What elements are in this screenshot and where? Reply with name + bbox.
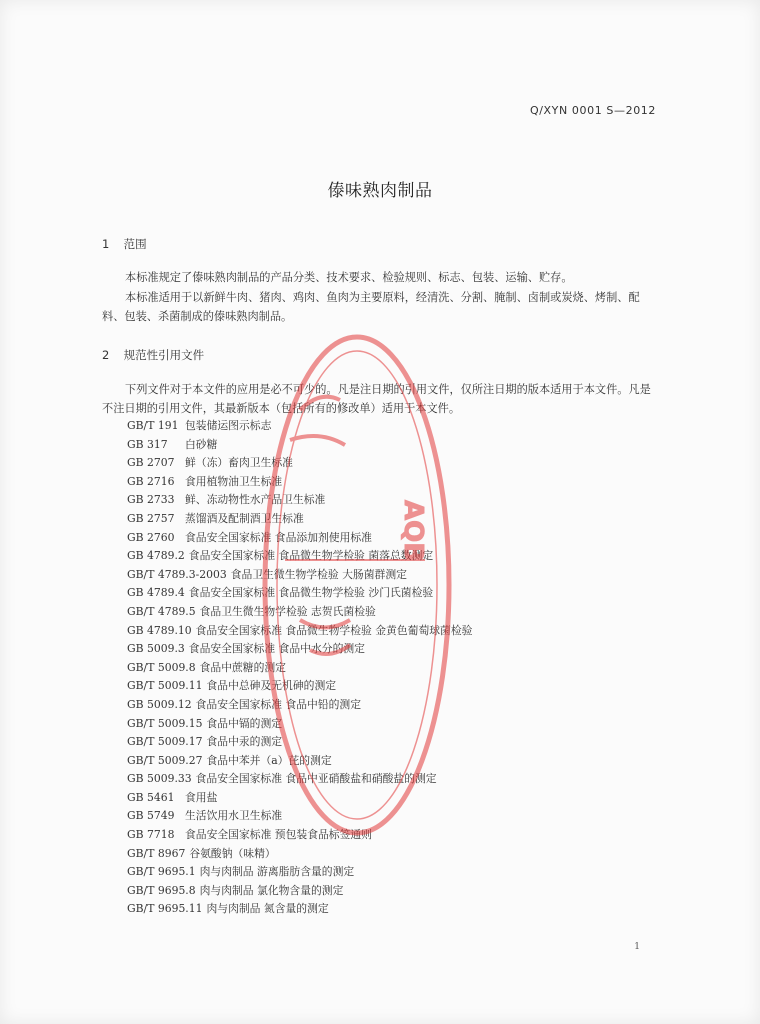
- reference-code: GB/T 5009.27: [127, 753, 203, 767]
- page-number: 1: [634, 942, 640, 952]
- reference-item: [127, 882, 472, 901]
- reference-code: GB 2716: [127, 474, 175, 488]
- reference-code: GB 5461: [127, 790, 175, 804]
- reference-code: GB 4789.10: [127, 623, 192, 637]
- reference-code: GB/T 5009.8: [127, 660, 196, 674]
- reference-item: [127, 770, 472, 789]
- reference-title: 食用盐: [185, 790, 218, 804]
- reference-item: [127, 473, 472, 492]
- reference-item: [127, 547, 472, 566]
- reference-title: 食品安全国家标准 食品中水分的测定: [188, 642, 365, 656]
- reference-item: [127, 603, 472, 622]
- reference-title: 食品卫生微生物学检验 志贺氏菌检验: [199, 604, 376, 618]
- reference-item: [127, 659, 472, 678]
- reference-title: 食用植物油卫生标准: [185, 474, 283, 488]
- reference-title: 食品卫生微生物学检验 大肠菌群测定: [230, 567, 407, 581]
- seal-code-text: AQB: [398, 500, 428, 563]
- reference-item: [127, 733, 472, 752]
- references-intro: 下列文件对于本文件的应用是必不可少的。凡是注日期的引用文件，仅所注日期的版本适用于本文件。凡是不注日期的引用文件，其最新版本（包括所有的修改单）适用于本文件。: [102, 383, 651, 415]
- reference-title: 肉与肉制品 氯化物含量的测定: [199, 883, 344, 897]
- reference-code: GB/T 4789.5: [127, 604, 196, 618]
- reference-title: 食品中苯并（a）芘的测定: [206, 753, 332, 767]
- reference-code: GB/T 191: [127, 419, 179, 432]
- scope-paragraph-1: 本标准规定了傣味熟肉制品的产品分类、技术要求、检验规则、标志、包装、运输、贮存。: [125, 271, 573, 284]
- reference-code: GB/T 8967: [127, 846, 186, 860]
- reference-title: 食品安全国家标准 食品微生物学检验 菌落总数测定: [188, 549, 434, 563]
- reference-title: 食品中镉的测定: [206, 716, 283, 730]
- reference-title: 食品中总砷及无机砷的测定: [206, 679, 337, 693]
- reference-item: [127, 640, 472, 659]
- reference-code: GB/T 5009.15: [127, 716, 203, 730]
- reference-item: [127, 529, 472, 548]
- reference-title: 鲜（冻）畜肉卫生标准: [185, 456, 293, 470]
- reference-item: [127, 491, 472, 510]
- reference-item: [127, 900, 472, 919]
- reference-item: [127, 436, 472, 455]
- reference-code: GB/T 9695.1: [127, 865, 196, 879]
- reference-code: GB 7718: [127, 828, 175, 842]
- reference-code: GB/T 5009.17: [127, 735, 203, 749]
- reference-code: GB 4789.2: [127, 549, 185, 563]
- reference-title: 鲜、冻动物性水产品卫生标准: [185, 493, 326, 507]
- reference-code: GB 2733: [127, 493, 175, 507]
- reference-item: [127, 826, 472, 845]
- reference-code: GB 5009.12: [127, 697, 192, 711]
- reference-item: [127, 696, 472, 715]
- reference-code: GB 2757: [127, 511, 175, 525]
- reference-list: [127, 417, 472, 919]
- section-1-heading: [102, 236, 147, 252]
- reference-code: GB/T 9695.11: [127, 902, 203, 916]
- reference-title: 食品安全国家标准 食品中亚硝酸盐和硝酸盐的测定: [195, 772, 437, 786]
- reference-code: GB 2760: [127, 530, 175, 544]
- reference-title: 食品安全国家标准 食品中铅的测定: [195, 697, 362, 711]
- reference-title: 食品中汞的测定: [206, 735, 283, 749]
- reference-item: [127, 752, 472, 771]
- reference-title: 食品中蔗糖的测定: [199, 660, 286, 674]
- reference-code: GB/T 4789.3-2003: [127, 567, 227, 581]
- reference-title: 肉与肉制品 游离脂肪含量的测定: [199, 865, 355, 879]
- reference-title: 生活饮用水卫生标准: [185, 809, 283, 823]
- standard-code: Q/XYN 0001 S—2012: [529, 104, 656, 117]
- scope-paragraph-2: 本标准适用于以新鲜牛肉、猪肉、鸡肉、鱼肉为主要原料，经清洗、分割、腌制、卤制或炭烧、烤制、配料、包装、杀菌制成的傣味熟肉制品。: [102, 291, 640, 323]
- section-title: 规范性引用文件: [123, 348, 205, 362]
- reference-code: GB/T 5009.11: [127, 679, 203, 693]
- reference-title: 食品安全国家标准 食品微生物学检验 金黄色葡萄球菌检验: [195, 623, 473, 637]
- reference-code: GB 5009.33: [127, 772, 192, 786]
- reference-title: 食品安全国家标准 食品微生物学检验 沙门氏菌检验: [188, 586, 434, 600]
- reference-item: [127, 454, 472, 473]
- reference-item: [127, 566, 472, 585]
- reference-title: 白砂糖: [185, 437, 218, 451]
- reference-item: [127, 845, 472, 864]
- reference-item: [127, 863, 472, 882]
- section-2-heading: [102, 347, 204, 363]
- reference-item: [127, 510, 472, 529]
- section-number: 1: [102, 237, 110, 251]
- reference-code: GB/T 9695.8: [127, 883, 196, 897]
- reference-title: 肉与肉制品 氮含量的测定: [206, 902, 329, 916]
- reference-title: 包装储运图示标志: [185, 419, 272, 432]
- reference-item: [127, 807, 472, 826]
- reference-code: GB 4789.4: [127, 586, 185, 600]
- reference-item: [127, 622, 472, 641]
- reference-title: 食品安全国家标准 食品添加剂使用标准: [185, 530, 372, 544]
- reference-code: GB 5749: [127, 809, 175, 823]
- reference-code: GB 317: [127, 437, 168, 451]
- reference-code: GB 2707: [127, 456, 175, 470]
- reference-title: 谷氨酸钠（味精）: [189, 846, 276, 860]
- reference-code: GB 5009.3: [127, 642, 185, 656]
- document-title: 傣味熟肉制品: [327, 181, 433, 201]
- reference-item: [127, 417, 472, 436]
- reference-item: [127, 677, 472, 696]
- section-number: 2: [102, 348, 110, 362]
- reference-item: [127, 715, 472, 734]
- reference-title: 蒸馏酒及配制酒卫生标准: [185, 511, 304, 525]
- reference-title: 食品安全国家标准 预包装食品标签通则: [185, 828, 372, 842]
- reference-item: [127, 584, 472, 603]
- section-title: 范围: [123, 237, 147, 251]
- reference-item: [127, 789, 472, 808]
